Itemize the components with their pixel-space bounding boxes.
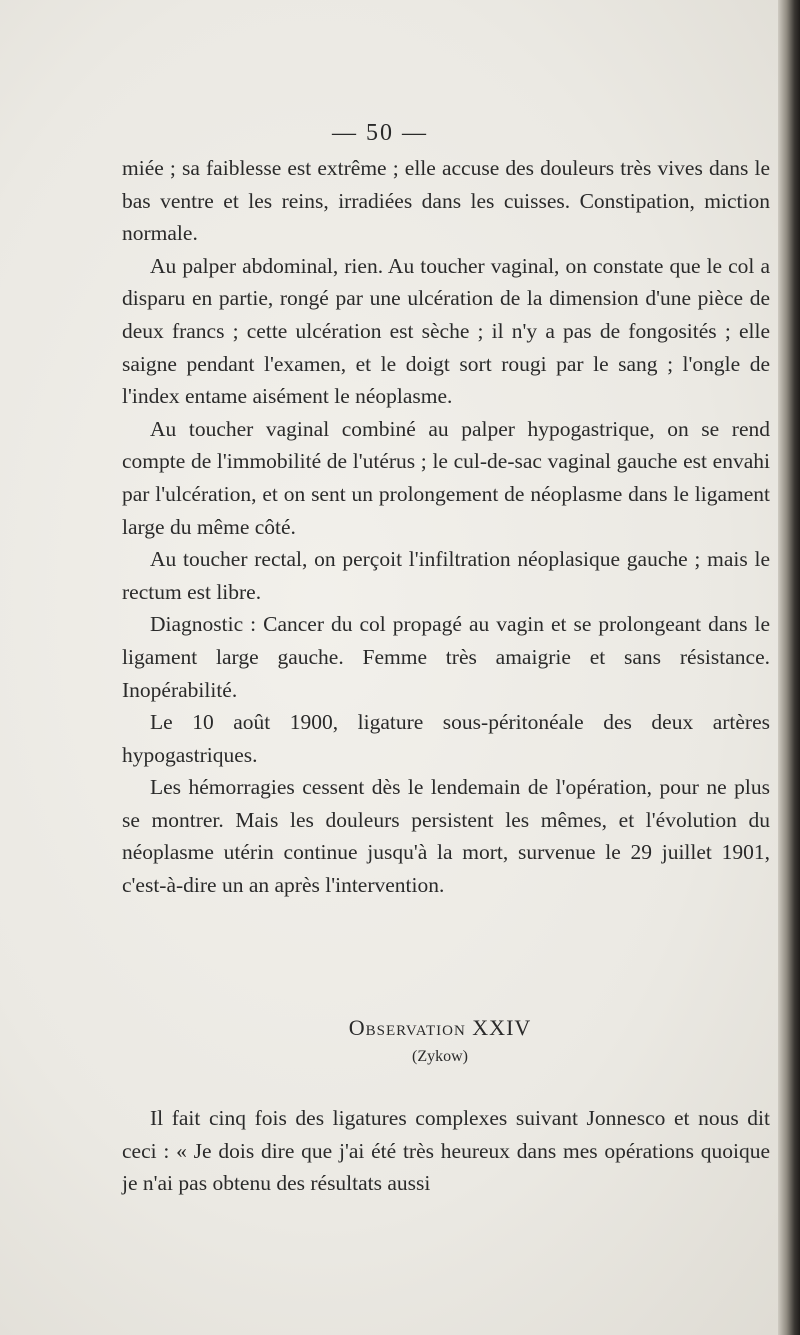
paragraph-6: Le 10 août 1900, ligature sous-péritonéale des deux artères hypogastriques. bbox=[122, 710, 770, 767]
paragraph-4: Au toucher rectal, on perçoit l'infiltration néoplasique gauche ; mais le rectum est libre. bbox=[122, 547, 770, 604]
body-text-continued bbox=[122, 1102, 770, 1200]
observation-title: Observation XXIV bbox=[348, 1015, 532, 1040]
paragraph-3: Au toucher vaginal combiné au palper hypogastrique, on se rend compte de l'immobilité de l'utérus ; le cul-de-sac vaginal gauche est envahi par l'ulcération, et on sent un prolongement de néoplasme dans le ligament large du même côté. bbox=[122, 416, 770, 539]
page-binding-edge bbox=[778, 0, 800, 1335]
paragraph-7: Les hémorragies cessent dès le lendemain de l'opération, pour ne plus se montrer. Mais les douleurs persistent les mêmes, et l'évolution du néoplasme utérin continue jusqu'à la mort, survenue le 29 juillet 1901, c'est-à-dire un an après l'intervention. bbox=[122, 775, 770, 898]
paragraph-5: Diagnostic : Cancer du col propagé au vagin et se prolongeant dans le ligament large gauche. Femme très amaigrie et sans résistance. Inopérabilité. bbox=[122, 612, 770, 702]
observation-author: (Zykow) bbox=[412, 1048, 468, 1065]
body-text bbox=[122, 152, 770, 902]
paragraph-1: miée ; sa faiblesse est extrême ; elle accuse des douleurs très vives dans le bas ventre et les reins, irradiées dans les cuisses. Constipation, miction normale. bbox=[122, 156, 770, 246]
page-number: — 50 — bbox=[332, 120, 428, 146]
paragraph-8: Il fait cinq fois des ligatures complexes suivant Jonnesco et nous dit ceci : « Je dois dire que j'ai été très heureux dans mes opérations quoique je n'ai pas obtenu des résultats aussi bbox=[122, 1106, 770, 1196]
paragraph-2: Au palper abdominal, rien. Au toucher vaginal, on constate que le col a disparu en partie, rongé par une ulcération de la dimension d'une pièce de deux francs ; cette ulcération est sèche ; il n'y a pas de fongosités ; elle saigne pendant l'examen, et le doigt sort rougi par le sang ; l'ongle de l'index entame aisément le néoplasme. bbox=[122, 253, 770, 409]
